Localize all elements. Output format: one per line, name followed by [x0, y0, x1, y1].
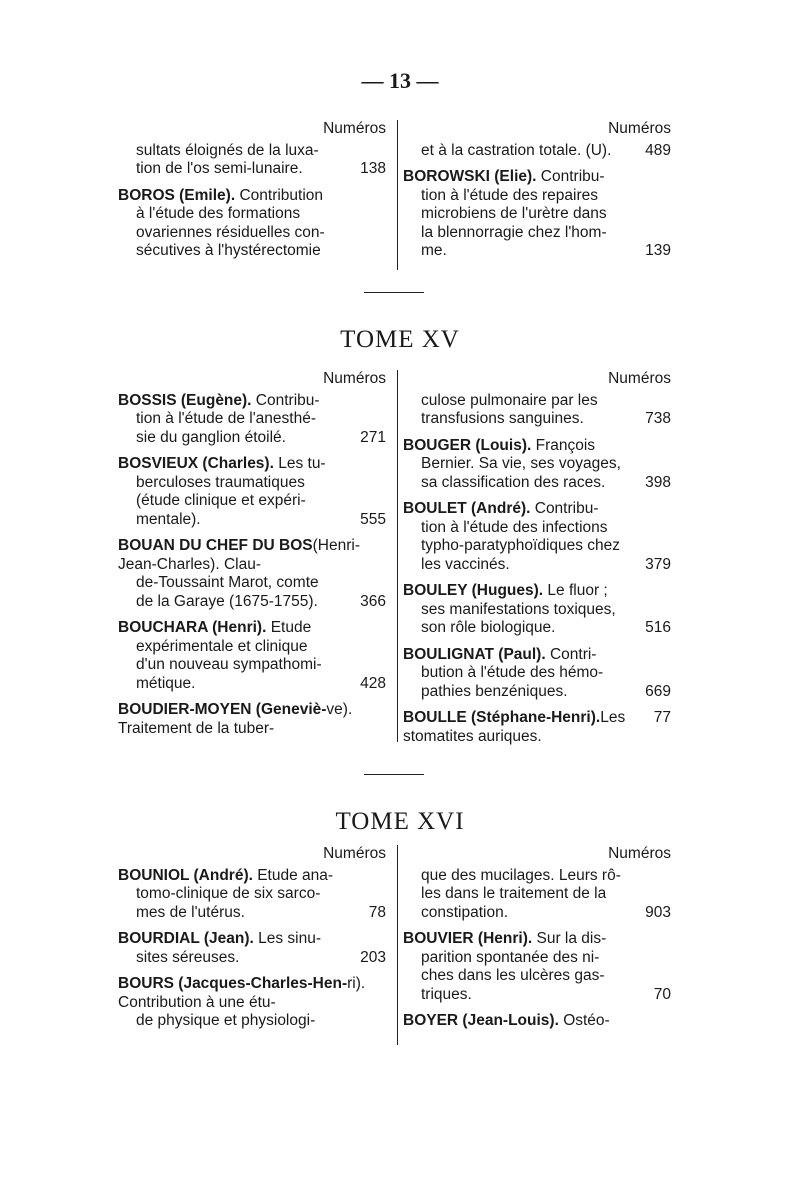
entry-text: ovariennes résiduelles con-: [136, 223, 325, 241]
entry-number: 78: [368, 903, 386, 921]
index-entry: [118, 142, 386, 179]
right-column: [403, 120, 671, 269]
entry-text: et à la castration totale. (U).: [421, 141, 612, 159]
entry-number: 379: [645, 555, 671, 573]
entry-text: métique.: [136, 674, 196, 692]
index-entry: [403, 867, 671, 923]
author-name: BOROS (Emile).: [118, 186, 236, 204]
entry-text: Contribu-: [251, 391, 320, 409]
entry-text: tomo-clinique de six sarco-: [136, 885, 321, 902]
column-header: Numéros: [323, 370, 386, 387]
entry-number: 428: [360, 674, 386, 692]
entry-text: sécutives à l'hystérectomie: [136, 242, 321, 259]
index-entry: [403, 1012, 671, 1031]
entry-number: 271: [360, 428, 386, 446]
entry-text: ri). Contribution à une étu-: [118, 975, 366, 1011]
column-header: Numéros: [608, 120, 671, 137]
entry-text: microbiens de l'urètre dans: [421, 205, 607, 222]
entry-number: 738: [645, 410, 671, 427]
entry-text: de physique et physiologi-: [136, 1012, 316, 1029]
author-name: BOSSIS (Eugène).: [118, 391, 252, 409]
author-name: BOULIGNAT (Paul).: [403, 645, 546, 663]
entry-text: berculoses traumatiques: [136, 473, 305, 491]
entry-text: ve). Traitement de la tuber-: [118, 701, 353, 737]
column-divider: [397, 120, 398, 270]
entry-text: Les tu-: [273, 455, 326, 472]
index-entry: [403, 437, 671, 493]
column-header: Numéros: [608, 845, 671, 862]
entry-number: 77: [653, 709, 671, 726]
index-entry: [118, 455, 386, 529]
left-column: [118, 845, 386, 1039]
page-number: — 13 —: [361, 68, 439, 93]
section-rule: [364, 292, 424, 293]
index-entry: [403, 582, 671, 638]
entry-text: culose pulmonaire par les: [421, 391, 598, 409]
entry-text: Le fluor ;: [543, 582, 608, 599]
entry-text: (Henri-Jean-Charles). Clau-: [118, 537, 360, 573]
section-continuation: [0, 110, 800, 270]
entry-number: 138: [360, 160, 386, 177]
entry-text: tion de l'os semi-lunaire.: [136, 160, 303, 177]
index-entry: [118, 867, 386, 923]
entry-number: 903: [645, 903, 671, 921]
author-name: BOUAN DU CHEF DU BOS: [118, 537, 313, 554]
entry-text: de la Garaye (1675-1755).: [136, 592, 318, 610]
author-name: BOULET (André).: [403, 500, 531, 517]
entry-text: tion à l'étude des infections: [421, 518, 608, 536]
entry-text: sites séreuses.: [136, 948, 240, 966]
entry-number: 516: [645, 619, 671, 636]
column-header: Numéros: [323, 845, 386, 862]
entry-text: (étude clinique et expéri-: [136, 492, 306, 509]
author-name: BOUNIOL (André).: [118, 866, 253, 884]
author-name: BOSVIEUX (Charles).: [118, 455, 274, 472]
entry-text: tion à l'étude des repaires: [421, 186, 599, 204]
entry-text: transfusions sanguines.: [421, 410, 584, 427]
tome-title: TOME XVI: [335, 808, 465, 835]
index-entry: [403, 709, 671, 746]
entry-text: bution à l'étude des hémo-: [421, 664, 604, 681]
entry-text: Sur la dis-: [532, 930, 607, 947]
entry-number: 70: [653, 985, 671, 1003]
entry-number: 555: [360, 510, 386, 528]
left-column: [118, 120, 386, 269]
entry-number: 669: [645, 682, 671, 700]
index-entry: [118, 619, 386, 693]
entry-text: Ostéo-: [558, 1012, 610, 1029]
entry-number: 203: [360, 948, 386, 966]
column-divider: [397, 845, 398, 1045]
entry-text: sie du ganglion étoilé.: [136, 428, 286, 446]
entry-text: ses manifestations toxiques,: [421, 600, 616, 618]
index-entry: [118, 930, 386, 967]
entry-text: mes de l'utérus.: [136, 903, 245, 921]
entry-text: à l'étude des formations: [136, 205, 301, 222]
author-name: BOYER (Jean-Louis).: [403, 1012, 559, 1029]
entry-text: sa classification des races.: [421, 473, 606, 491]
entry-text: mentale).: [136, 510, 201, 528]
author-name: BOULLE (Stéphane-Henri).: [403, 709, 601, 726]
entry-text: Contribu-: [530, 500, 599, 517]
author-name: BOULEY (Hugues).: [403, 582, 544, 599]
entry-number: 398: [645, 473, 671, 491]
author-name: BOUDIER-MOYEN (Geneviè-: [118, 701, 327, 718]
author-name: BOROWSKI (Elie).: [403, 168, 537, 185]
entry-text: que des mucilages. Leurs rô-: [421, 866, 621, 884]
entry-text: me.: [421, 242, 447, 259]
entry-text: sultats éloignés de la luxa-: [136, 141, 319, 159]
author-name: BOURS (Jacques-Charles-Hen-: [118, 975, 348, 992]
entry-text: les dans le traitement de la: [421, 885, 607, 902]
index-entry: [403, 392, 671, 429]
entry-text: Etude ana-: [252, 866, 334, 884]
author-name: BOURDIAL (Jean).: [118, 930, 254, 947]
index-entry: [403, 646, 671, 702]
index-entry: [403, 500, 671, 574]
entry-text: Contribution: [235, 186, 324, 204]
entry-text: Etude: [266, 619, 312, 636]
column-divider: [397, 370, 398, 742]
index-entry: [403, 142, 671, 161]
section-rule: [364, 774, 424, 775]
right-column: [403, 370, 671, 754]
entry-text: pathies benzéniques.: [421, 682, 568, 700]
entry-text: tion à l'étude de l'anesthé-: [136, 410, 316, 427]
entry-text: Les stomatites auriques.: [403, 709, 626, 745]
entry-text: Contri-: [545, 645, 597, 663]
entry-text: Contribu-: [536, 168, 605, 185]
column-header: Numéros: [608, 370, 671, 387]
entry-text: expérimentale et clinique: [136, 637, 308, 655]
entry-text: typho-paratyphoïdiques chez: [421, 537, 621, 554]
index-entry: [118, 975, 386, 1031]
index-entry: [118, 537, 386, 611]
entry-text: la blennorragie chez l'hom-: [421, 223, 607, 241]
right-column: [403, 845, 671, 1039]
entry-text: d'un nouveau sympathomi-: [136, 656, 322, 673]
entry-number: 489: [645, 141, 671, 159]
author-name: BOUCHARA (Henri).: [118, 619, 267, 636]
author-name: BOUGER (Louis).: [403, 436, 532, 454]
entry-number: 366: [360, 592, 386, 610]
entry-text: triques.: [421, 985, 472, 1003]
entry-text: les vaccinés.: [421, 555, 510, 573]
index-entry: [118, 187, 386, 261]
left-column: [118, 370, 386, 746]
entry-text: Les sinu-: [253, 930, 321, 947]
entry-number: 139: [645, 242, 671, 259]
entry-text: François: [531, 436, 596, 454]
column-header: Numéros: [323, 120, 386, 137]
entry-text: parition spontanée des ni-: [421, 948, 600, 966]
entry-text: de-Toussaint Marot, comte: [136, 574, 319, 591]
entry-text: Bernier. Sa vie, ses voyages,: [421, 455, 621, 472]
tome-title: TOME XV: [340, 326, 460, 353]
index-entry: [403, 168, 671, 261]
author-name: BOUVIER (Henri).: [403, 930, 533, 947]
entry-text: son rôle biologique.: [421, 619, 556, 636]
index-entry: [118, 701, 386, 738]
entry-text: constipation.: [421, 903, 509, 921]
index-entry: [403, 930, 671, 1004]
index-entry: [118, 392, 386, 448]
entry-text: ches dans les ulcères gas-: [421, 967, 605, 984]
